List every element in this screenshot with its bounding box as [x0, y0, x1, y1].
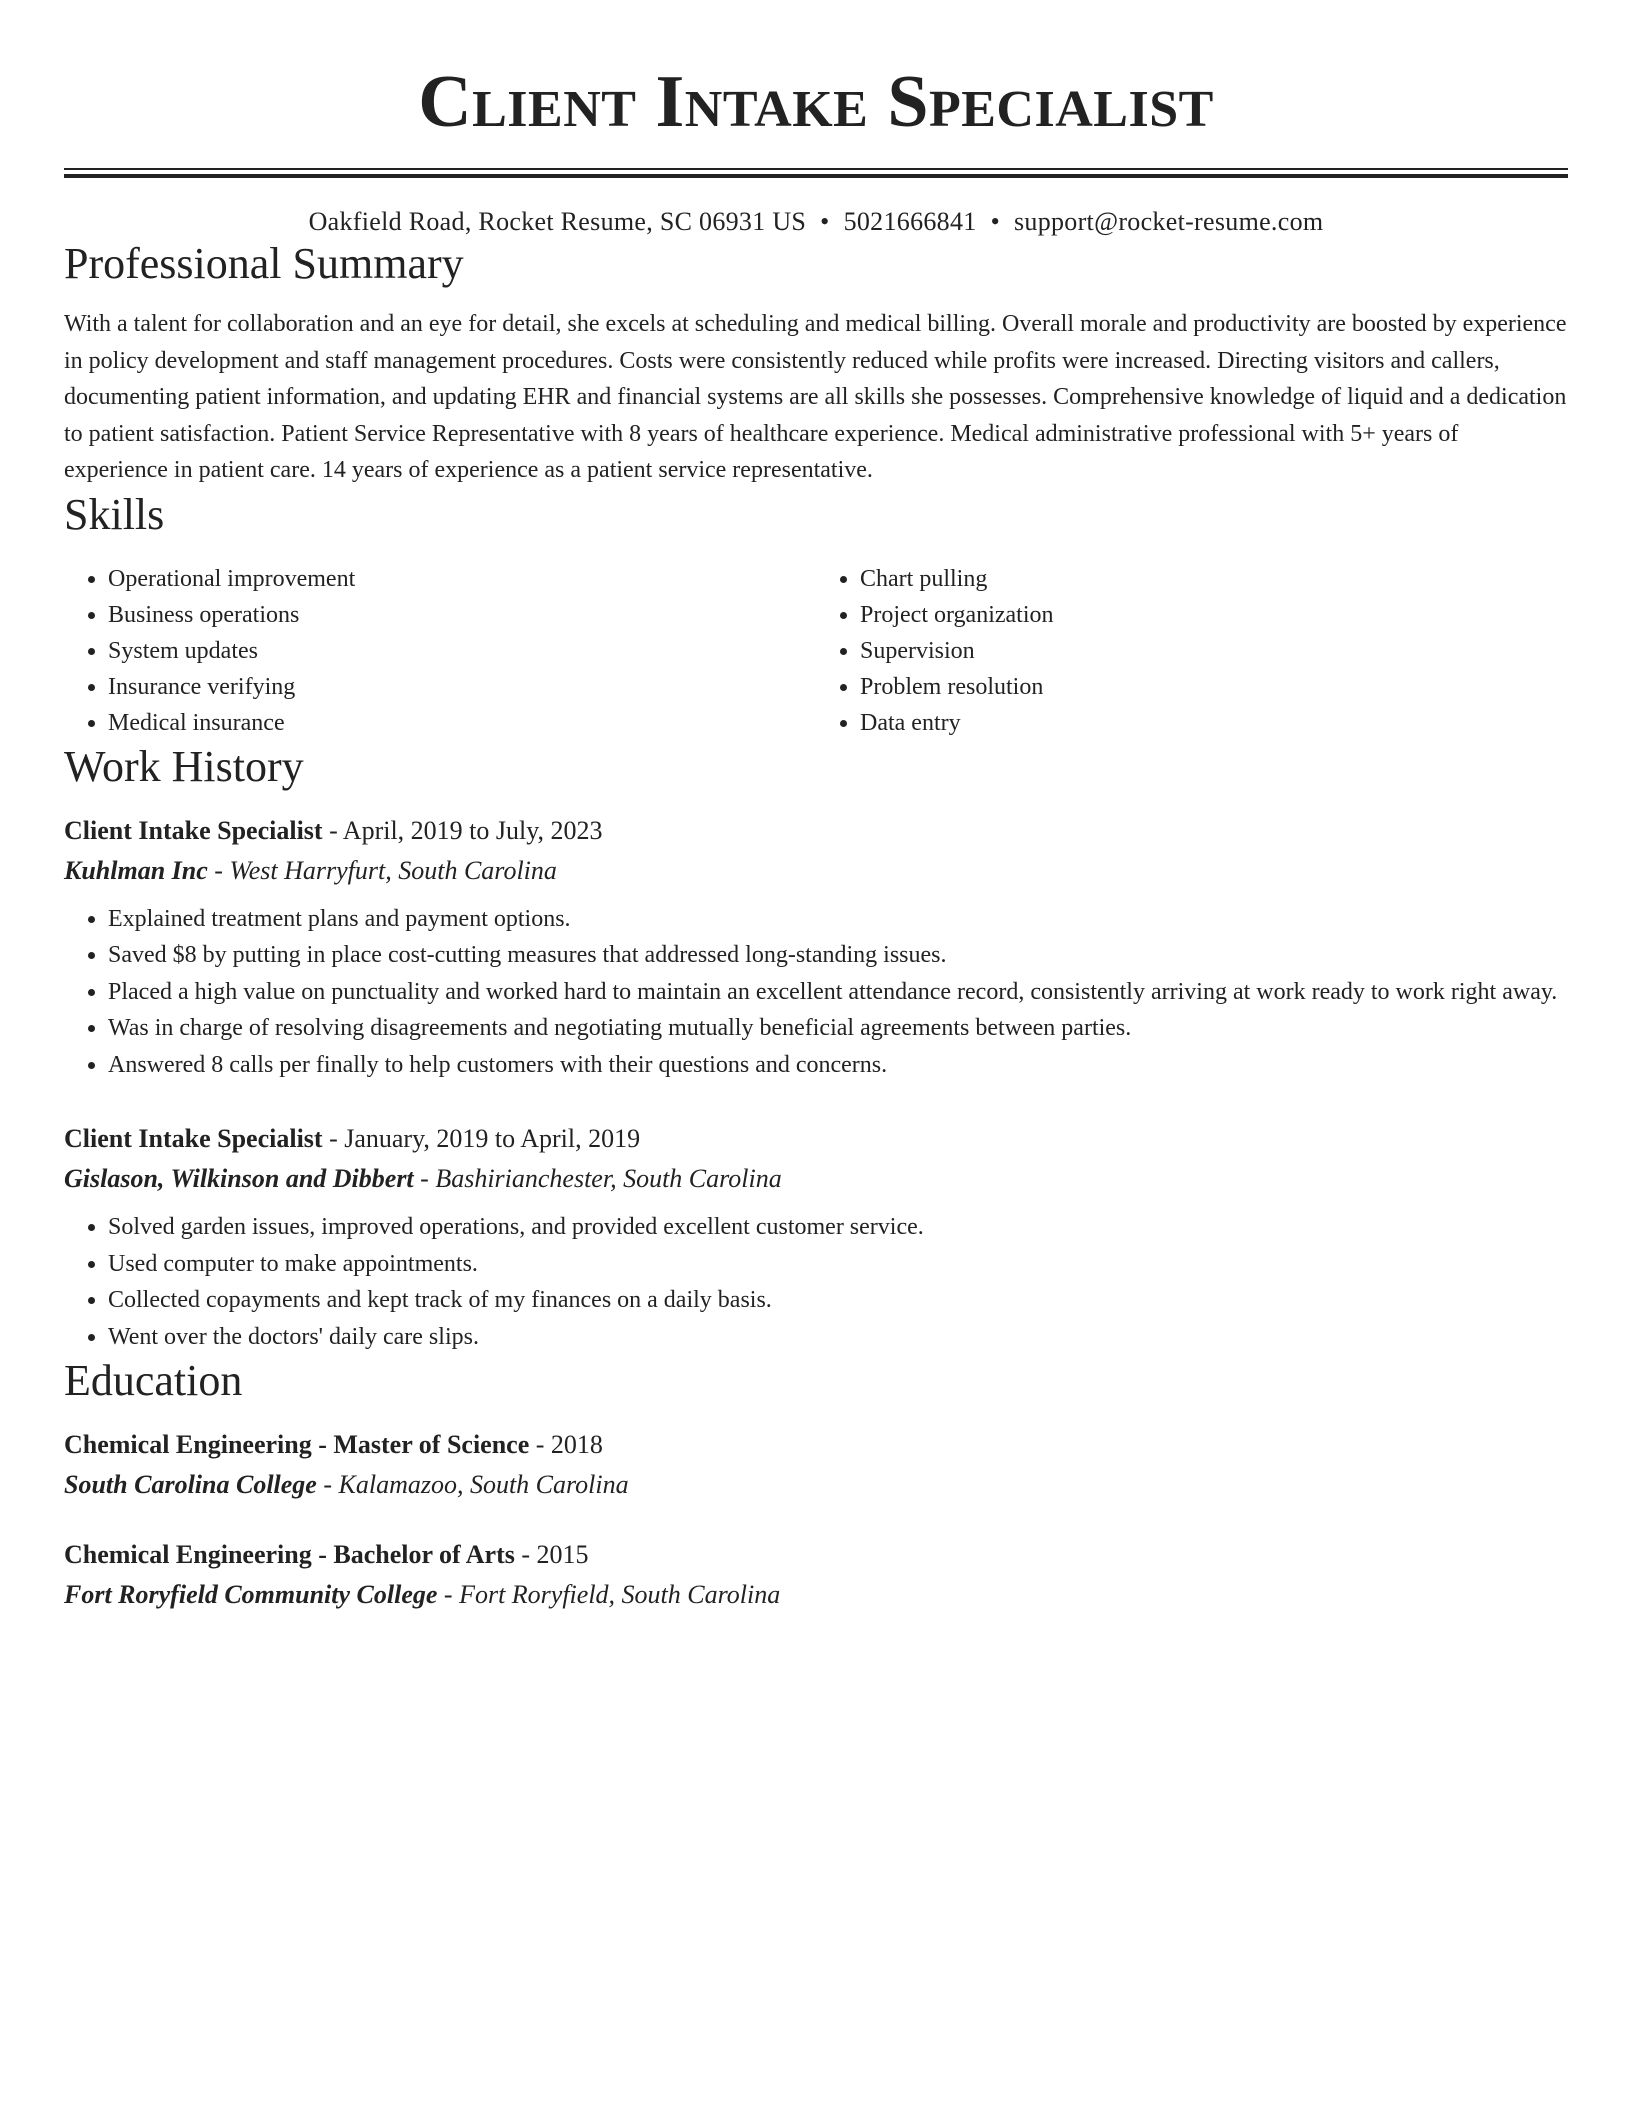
skill-item: • Problem resolution [860, 669, 1568, 705]
education-location: - Fort Roryfield, South Carolina [437, 1580, 781, 1609]
education-degree: Chemical Engineering - Bachelor of Arts [64, 1540, 515, 1569]
job-location: - West Harryfurt, South Carolina [207, 855, 557, 885]
skill-item: • Supervision [860, 633, 1568, 669]
job-title-line [64, 1119, 1568, 1159]
contact-separator: • [820, 207, 830, 236]
skill-item: • Insurance verifying [108, 669, 816, 705]
job-bullet: • Explained treatment plans and payment options. [108, 901, 1568, 938]
header-divider [64, 168, 1568, 178]
education-entry [64, 1535, 1568, 1615]
education-location: - Kalamazoo, South Carolina [316, 1470, 629, 1499]
job-entry [64, 811, 1568, 1084]
summary-heading: Professional Summary [64, 239, 464, 288]
skills-heading: Skills [64, 489, 165, 539]
work-history-heading: Work History [64, 741, 304, 791]
skill-item: • Operational improvement [108, 561, 816, 597]
job-company: Gislason, Wilkinson and Dibbert [64, 1164, 414, 1193]
skill-item: • Chart pulling [860, 561, 1568, 597]
job-bullet: • Answered 8 calls per finally to help customers with their questions and concerns. [108, 1047, 1568, 1084]
job-bullets [64, 1209, 1568, 1355]
contact-address: Oakfield Road, Rocket Resume, SC 06931 US [308, 207, 807, 236]
job-role: Client Intake Specialist [64, 1124, 323, 1153]
job-company: Kuhlman Inc [64, 855, 208, 885]
skill-item: • Project organization [860, 597, 1568, 633]
job-location: - Bashirianchester, South Carolina [413, 1164, 782, 1193]
education-school: Fort Roryfield Community College [64, 1580, 438, 1609]
job-bullet: • Used computer to make appointments. [108, 1246, 1568, 1283]
job-title-line [64, 811, 1568, 851]
job-bullet: • Collected copayments and kept track of my finances on a daily basis. [108, 1282, 1568, 1319]
education-degree-line [64, 1425, 1568, 1465]
job-role: Client Intake Specialist [64, 815, 323, 845]
skill-item: • Data entry [860, 705, 1568, 741]
summary-text: With a talent for collaboration and an eye for detail, she excels at scheduling and medical billing. Overall morale and productivity are boosted by experience in policy development and staff management procedures. Costs were consistently reduced while profits were increased. Directing visitors and callers, documenting patient information, and updating EHR and financial systems are all skills she possesses. Comprehensive knowledge of liquid and a dedication to patient satisfaction. Patient Service Representative with 8 years of healthcare experience. Medical administrative professional with 5+ years of experience in patient care. 14 years of experience as a patient service representative. [64, 311, 1567, 483]
contact-separator: • [990, 207, 1000, 236]
contact-email: support@rocket-resume.com [1013, 207, 1324, 236]
skills-column-right [816, 561, 1568, 741]
job-bullet: • Went over the doctors' daily care slips. [108, 1319, 1568, 1356]
contact-line [64, 206, 1568, 238]
job-bullet: • Was in charge of resolving disagreements and negotiating mutually beneficial agreements between parties. [108, 1010, 1568, 1047]
contact-phone: 5021666841 [843, 207, 977, 236]
education-year: - 2018 [529, 1430, 603, 1459]
education-degree-line [64, 1535, 1568, 1575]
resume-name: Client Intake Specialist [418, 61, 1214, 143]
education-year: - 2015 [514, 1540, 589, 1569]
skill-item: • System updates [108, 633, 816, 669]
job-company-line [64, 1159, 1568, 1199]
job-entry [64, 1119, 1568, 1355]
education-degree: Chemical Engineering - Master of Science [64, 1430, 530, 1459]
education-entry [64, 1425, 1568, 1505]
job-company-line [64, 851, 1568, 891]
education-school-line [64, 1575, 1568, 1615]
job-bullets [64, 901, 1568, 1084]
job-bullet: • Placed a high value on punctuality and worked hard to maintain an excellent attendance record, consistently arriving at work ready to work right away. [108, 974, 1568, 1011]
skills-column-left [64, 561, 816, 741]
job-dates: - January, 2019 to April, 2019 [322, 1124, 641, 1153]
education-school: South Carolina College [64, 1470, 317, 1499]
education-heading: Education [64, 1356, 243, 1405]
job-bullet: • Saved $8 by putting in place cost-cutting measures that addressed long-standing issues. [108, 937, 1568, 974]
job-bullet: • Solved garden issues, improved operations, and provided excellent customer service. [108, 1209, 1568, 1246]
skill-item: • Medical insurance [108, 705, 816, 741]
education-school-line [64, 1465, 1568, 1505]
skills-list [64, 561, 1568, 741]
skill-item: • Business operations [108, 597, 816, 633]
job-dates: - April, 2019 to July, 2023 [322, 815, 603, 845]
